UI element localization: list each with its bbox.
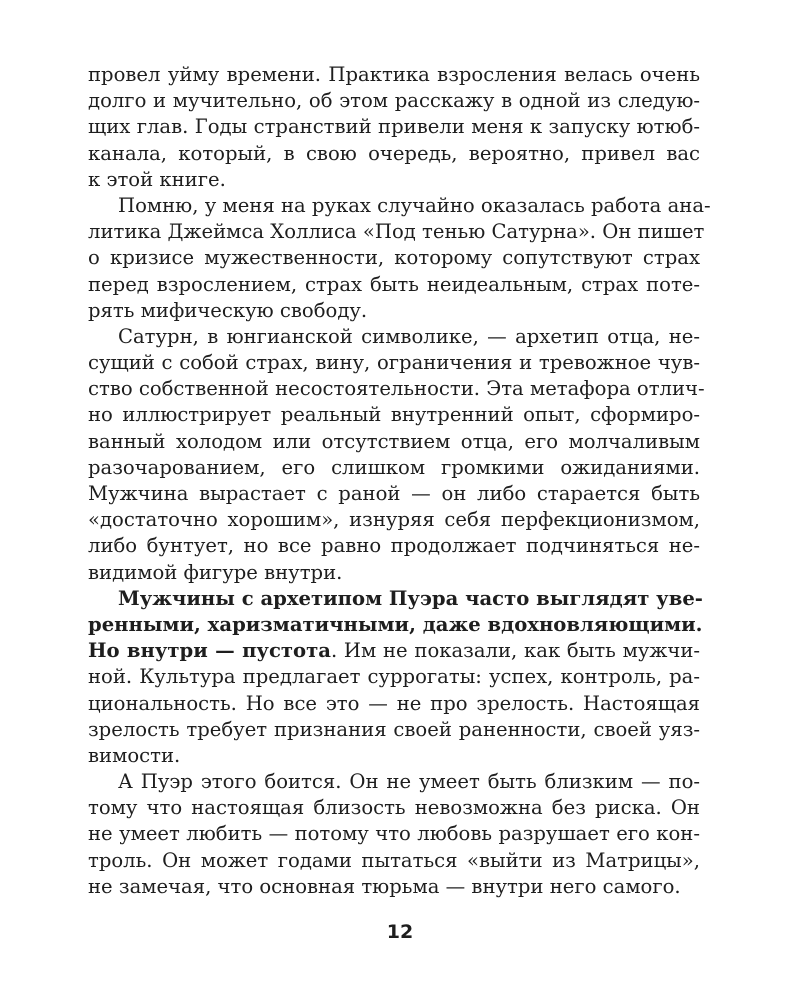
text-line: к этой книге. <box>88 167 226 191</box>
page-body <box>88 62 711 900</box>
text-line: не умеет любить — потому что любовь разрушает его кон- <box>88 822 700 846</box>
text-line: ство собственной несостоятельности. Эта метафора отлич- <box>88 377 705 401</box>
text-line: ванный холодом или отсутствием отца, его молчаливым <box>88 429 700 453</box>
paragraph-4 <box>88 586 703 769</box>
text-line: щих глав. Годы странствий привели меня к запуску ютюб- <box>88 115 700 139</box>
text-line: троль. Он может годами пытаться «выйти из Матрицы», <box>88 848 700 872</box>
text-line: литика Джеймса Холлиса «Под тенью Сатурна». Он пишет <box>88 220 705 244</box>
paragraph-2 <box>88 193 711 324</box>
page-number: 12 <box>386 921 414 943</box>
text-line: провел уйму времени. Практика взросления велась очень <box>88 63 700 86</box>
text-line: перед взрослением, страх быть неидеальным, страх поте- <box>88 272 700 296</box>
bold-text-line: ренными, харизматичными, даже вдохновляющими. <box>88 612 703 636</box>
paragraph-5 <box>88 769 700 900</box>
text-line: вимости. <box>88 743 181 767</box>
bold-phrase: Но внутри — пустота <box>88 639 331 663</box>
text-line: долго и мучительно, об этом расскажу в одной из следую- <box>88 89 700 113</box>
text-line: Помню, у меня на руках случайно оказалась работа ана- <box>118 193 711 217</box>
text-line: сущий с собой страх, вину, ограничения и тревожное чув- <box>88 351 700 375</box>
paragraph-3 <box>88 324 705 586</box>
text-line: Сатурн, в юнгианской символике, — архетип отца, не- <box>118 324 700 348</box>
paragraph-1 <box>88 62 700 193</box>
text-line: «достаточно хорошим», изнуряя себя перфекционизмом, <box>88 508 700 532</box>
text-line: зрелость требует признания своей раненности, своей уяз- <box>88 717 700 741</box>
text-line: канала, который, в свою очередь, вероятно, привел вас <box>88 141 700 165</box>
text-line: А Пуэр этого боится. Он не умеет быть близким — по- <box>118 770 700 794</box>
text-line: разочарованием, его слишком громкими ожиданиями. <box>88 455 700 479</box>
text-line: но иллюстрирует реальный внутренний опыт, сформиро- <box>88 403 700 427</box>
text-line: тому что настоящая близость невозможна без риска. Он <box>88 796 700 820</box>
text-line: ной. Культура предлагает суррогаты: успех, контроль, ра- <box>88 665 700 689</box>
text-line: рять мифическую свободу. <box>88 298 368 322</box>
text-line: циональность. Но все это — не про зрелость. Настоящая <box>88 691 700 715</box>
text-line: не замечая, что основная тюрьма — внутри него самого. <box>88 874 681 898</box>
regular-phrase: . Им не показали, как быть мужчи- <box>330 639 701 663</box>
mixed-text-line <box>88 638 700 664</box>
text-line: видимой фигуре внутри. <box>88 560 343 584</box>
text-line: либо бунтует, но все равно продолжает подчиняться не- <box>88 534 700 558</box>
bold-text-line: Мужчины с архетипом Пуэра часто выглядят уве- <box>118 586 703 610</box>
text-line: о кризисе мужественности, которому сопутствуют страх <box>88 246 700 270</box>
text-line: Мужчина вырастает с раной — он либо старается быть <box>88 482 700 505</box>
